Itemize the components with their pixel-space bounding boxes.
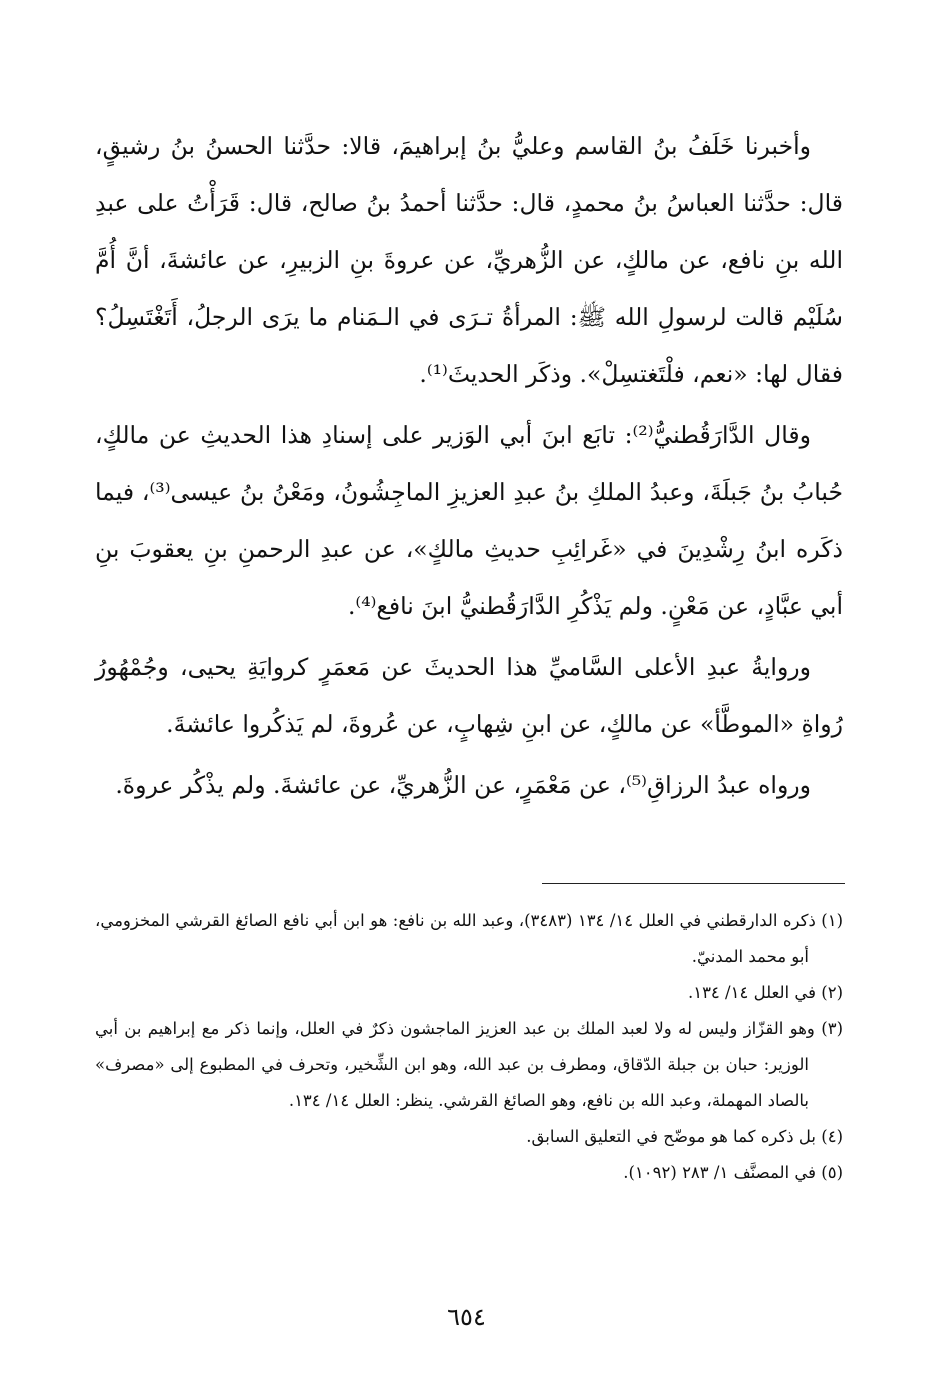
footnote-3: (٣) وهو القزّاز وليس له ولا لعبد الملك بن عبد العزيز الماجشون ذكرٌ في العلل، وإنما ذكر مع إبراهيم بن أبي الوزير: حبان بن جبلة الدّقاق، ومطرف بن عبد الله، وهو ابن الشِّخير، وتحرف في المطبوع إلى «مصرف» بالصاد المهملة، وعبد الله بن نافع، وهو الصائغ القرشي. ينظر: العلل ١٤/ ١٣٤. [95, 1019, 843, 1110]
footnote-2: (٢) في العلل ١٤/ ١٣٤. [687, 983, 843, 1002]
main-text [95, 118, 843, 818]
footnote-separator [542, 883, 845, 884]
footnote-4: (٤) بل ذكره كما هو موضّح في التعليق السابق. [526, 1127, 843, 1146]
paragraph-2: وقال الدَّارَقُطنيُّ⁽²⁾: تابَع ابنَ أبي الوَزير على إسنادِ هذا الحديثِ عن مالكٍ، حُبابُ بنُ جَبلَةَ، وعبدُ الملكِ بنُ عبدِ العزيزِ الماجِشُونُ، ومَعْنُ بنُ عيسى⁽³⁾، فيما ذكَره ابنُ رِشْدِينَ في «غَرائِبِ حديثِ مالكٍ»، عن عبدِ الرحمنِ بنِ يعقوبَ بنِ أبي عبَّادٍ، عن مَعْنٍ. ولم يَذْكُرِ الدَّارَقُطنيُّ ابنَ نافع⁽⁴⁾. [95, 421, 843, 620]
paragraph-3: وروايةُ عبدِ الأعلى السَّاميِّ هذا الحديثَ عن مَعمَرٍ كروايَةِ يحيى، وجُمْهُورُ رُواةِ «الموطَّأ» عن مالكٍ، عن ابنِ شِهابٍ، عن عُروةَ، لم يَذكُروا عائشةَ. [95, 653, 843, 738]
footnote-5: (٥) في المصنَّف ١/ ٢٨٣ (١٠٩٢). [623, 1163, 843, 1182]
footnotes [95, 903, 843, 1191]
paragraph-1: وأخبرنا خَلَفُ بنُ القاسم وعليُّ بنُ إبراهيمَ، قالا: حدَّثنا الحسنُ بنُ رشيقٍ، قال: حدَّثنا العباسُ بنُ محمدٍ، قال: حدَّثنا أحمدُ بنُ صالح، قال: قَرَأْتُ على عبدِ الله بنِ نافع، عن مالكٍ، عن الزُّهريِّ، عن عروةَ بنِ الزبيرِ، عن عائشةَ، أنَّ أُمَّ سُلَيْم قالت لرسولِ الله ﷺ: المرأةُ تـرَى في الـمَنام ما يرَى الرجلُ، أَتَغْتَسِلُ؟ فقال لها: «نعم، فلْتَغتسِلْ». وذكَر الحديثَ⁽¹⁾. [95, 132, 843, 388]
footnote-1: (١) ذكره الدارقطني في العلل ١٤/ ١٣٤ (٣٤٨٣)، وعبد الله بن نافع: هو ابن أبي نافع الصائغ القرشي المخزومي، أبو محمد المدنيّ. [95, 911, 843, 966]
paragraph-4: ورواه عبدُ الرزاقِ⁽⁵⁾، عن مَعْمَرٍ، عن الزُّهريِّ، عن عائشةَ. ولم يذْكُر عروةَ. [115, 771, 811, 799]
page-number: ٦٥٤ [447, 1303, 486, 1331]
